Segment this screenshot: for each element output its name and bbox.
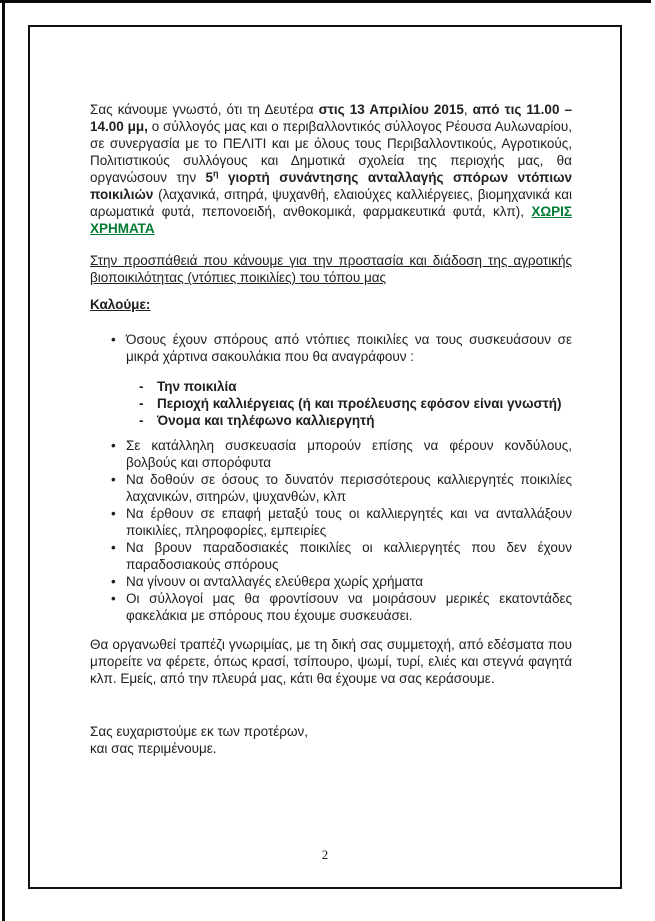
bullet-list xyxy=(90,331,572,624)
intro-text-1: Σας κάνουμε γνωστό, ότι τη Δευτέρα xyxy=(90,102,319,117)
page-border xyxy=(28,25,622,889)
without-money-emphasis: ΧΩΡΙΣ ΧΡΗΜΑΤΑ xyxy=(90,204,572,236)
sub-list-item-text: Την ποικιλία xyxy=(157,379,237,394)
list-item-text: Να βρουν παραδοσιακές ποικιλίες οι καλλιεργητές που δεν έχουν παραδοσιακούς σπόρους xyxy=(126,540,572,572)
dash-icon: - xyxy=(139,413,144,428)
sub-list-item xyxy=(90,378,572,395)
sub-list-item-text: Όνομα και τηλέφωνο καλλιεργητή xyxy=(157,413,375,428)
list-item-text: Να δοθούν σε όσους το δυνατόν περισσότερους καλλιεργητές ποικιλίες λαχανικών, σιτηρών, ψυχανθών, κλπ xyxy=(126,472,572,504)
list-item xyxy=(90,539,572,573)
bullet-icon: • xyxy=(111,574,116,589)
page-number: 2 xyxy=(321,847,329,862)
festival-ordinal-superscript: η xyxy=(213,168,219,179)
list-item xyxy=(90,573,572,590)
list-item-text: Οι σύλλογοί μας θα φροντίσουν να μοιράσουν μερικές εκατοντάδες φακελάκια με σπόρους που έχουμε συσκευάσει. xyxy=(126,591,572,623)
closing-line-1: Σας ευχαριστούμε εκ των προτέρων, xyxy=(90,724,309,739)
sub-list-item xyxy=(90,395,572,412)
closing-line-2: και σας περιμένουμε. xyxy=(90,741,217,756)
bullet-icon: • xyxy=(111,438,116,453)
feast-paragraph: Θα οργανωθεί τραπέζι γνωριμίας, με τη δική σας συμμετοχή, από εδέσματα που μπορείτε να φέρετε, όπως κρασί, τσίπουρο, ψωμί, τυρί, ελιές και στεγνά φαγητά κλπ. Εμείς, από την πλευρά μας, κάτι θα έχουμε να σας κεράσουμε. xyxy=(90,637,572,686)
bullet-icon: • xyxy=(111,540,116,555)
intro-text-3: ο σύλλογός μας και ο περιβαλλοντικός σύλλογος Ρέουσα Αυλωναρίου, σε συνεργασία με το ΠΕΛΙΤΙ και με όλους τους Περιβαλλοντικούς, Αγροτικούς, Πολιτιστικούς συλλόγους και Δημοτικά σχολεία της περιοχής μας, θα οργανώσουν την xyxy=(90,119,572,185)
intro-text-4: (λαχανικά, σιτηρά, ψυχανθή, ελαιούχες καλλιέργειες, βιομηχανικά και αρωματικά φυτά, πεπονοειδή, ανθοκομικά, φαρμακευτικά φυτά, κλπ), xyxy=(90,187,572,219)
list-item xyxy=(90,471,572,505)
list-item xyxy=(90,505,572,539)
festival-title-bold: γιορτή συνάντησης ανταλλαγής σπόρων ντόπιων ποικιλιών xyxy=(90,170,572,202)
call-heading: Καλούμε: xyxy=(90,297,151,312)
bullet-icon: • xyxy=(111,506,116,521)
document-content xyxy=(90,101,572,757)
closing-block xyxy=(90,723,572,757)
intro-time-bold: από τις 11.00 – 14.00 μμ, xyxy=(90,102,572,134)
list-item-text: Να γίνουν οι ανταλλαγές ελεύθερα χωρίς χρήματα xyxy=(126,574,424,589)
list-item-text: Να έρθουν σε επαφή μεταξύ τους οι καλλιεργητές και να ανταλλάξουν ποικιλίες, πληροφορίες, εμπειρίες xyxy=(126,506,572,538)
intro-paragraph xyxy=(90,101,572,237)
list-item-text: Όσους έχουν σπόρους από ντόπιες ποικιλίες να τους συσκευάσουν σε μικρά χάρτινα σακουλάκια που θα αναγράφουν : xyxy=(126,332,572,364)
scan-edge-top-artifact xyxy=(0,0,651,3)
effort-paragraph: Στην προσπάθειά που κάνουμε για την προστασία και διάδοση της αγροτικής βιοποικιλότητας (ντόπιες ποικιλίες) του τόπου μας xyxy=(90,253,572,285)
list-item xyxy=(90,437,572,471)
festival-number-bold: 5 xyxy=(205,170,214,185)
dash-icon: - xyxy=(139,379,144,394)
list-item xyxy=(90,590,572,624)
sub-list xyxy=(90,378,572,429)
dash-icon: - xyxy=(139,396,144,411)
bullet-icon: • xyxy=(111,591,116,606)
sub-list-item xyxy=(90,412,572,429)
list-item xyxy=(90,331,572,365)
bullet-icon: • xyxy=(111,332,116,347)
bullet-icon: • xyxy=(111,472,116,487)
list-item-text: Σε κατάλληλη συσκευασία μπορούν επίσης να φέρουν κονδύλους, βολβούς και σπορόφυτα xyxy=(126,438,572,470)
sub-list-item-text: Περιοχή καλλιέργειας (ή και προέλευσης εφόσον είναι γνωστή) xyxy=(157,396,562,411)
intro-date-bold: στις 13 Απριλίου 2015 xyxy=(318,102,464,117)
scan-edge-left-artifact xyxy=(2,0,5,921)
intro-text-2: , xyxy=(463,102,473,117)
